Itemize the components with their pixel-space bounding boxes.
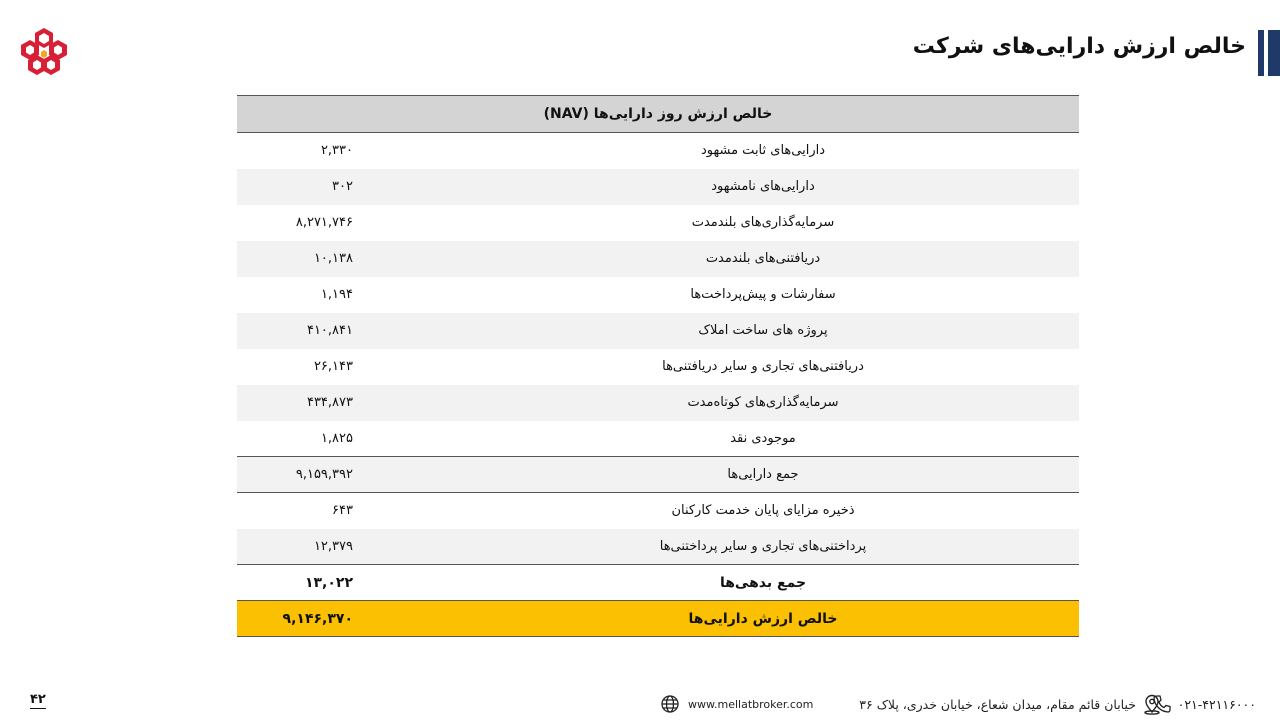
- globe-icon: [660, 694, 680, 714]
- row-label: خالص ارزش دارایی‌ها: [447, 601, 1079, 637]
- table-header-row: [237, 96, 1079, 133]
- total-liabilities-row: [237, 565, 1079, 601]
- company-logo-icon: [20, 26, 68, 76]
- phone-number: ۰۲۱-۴۲۱۱۶۰۰۰: [1177, 696, 1256, 712]
- footer-address: [859, 692, 1162, 716]
- table-row: [237, 349, 1079, 385]
- footer-website: [660, 692, 813, 716]
- row-value: ۱۰,۱۳۸: [237, 241, 447, 277]
- row-value: ۲,۳۳۰: [320, 143, 353, 159]
- table-row: [237, 205, 1079, 241]
- row-label: دریافتنی‌های بلندمدت: [447, 241, 1079, 277]
- table-row: [237, 385, 1079, 421]
- table-row: [237, 241, 1079, 277]
- title-accent-bars: [1254, 30, 1280, 76]
- table-heading: خالص ارزش روز دارایی‌ها (NAV): [237, 96, 1079, 133]
- row-label: سرمایه‌گذاری‌های کوتاه‌مدت: [447, 385, 1079, 421]
- page-title: خالص ارزش دارایی‌های شرکت: [912, 34, 1246, 59]
- row-value: ۴۱۰,۸۴۱: [237, 313, 447, 349]
- row-value: ۱۲,۳۷۹: [237, 529, 447, 565]
- table-row: [237, 169, 1079, 205]
- row-label: دریافتنی‌های تجاری و سایر دریافتنی‌ها: [662, 359, 864, 374]
- row-value: ۲۶,۱۴۳: [313, 359, 353, 374]
- row-label: دارایی‌های نامشهود: [447, 169, 1079, 205]
- phone-icon: [1152, 694, 1172, 714]
- website-link[interactable]: www.mellatbroker.com: [688, 697, 814, 711]
- address-text: خیابان قائم مقام، میدان شعاع، خیابان خدری، پلاک ۳۶: [859, 696, 1136, 712]
- nav-table: [237, 95, 1079, 637]
- row-value: ۴۳۴,۸۷۳: [237, 385, 447, 421]
- table-row: [237, 493, 1079, 529]
- row-value: ۶۴۳: [237, 493, 447, 529]
- row-value: ۱۳,۰۲۲: [237, 565, 447, 601]
- row-label: سرمایه‌گذاری‌های بلندمدت: [691, 215, 835, 230]
- total-assets-row: [237, 457, 1079, 493]
- row-value: ۱,۱۹۴: [320, 287, 353, 302]
- row-label: جمع دارایی‌ها: [447, 457, 1079, 493]
- table-row: [237, 529, 1079, 565]
- table-row: [237, 277, 1079, 313]
- net-asset-value-row: [237, 601, 1079, 637]
- row-label: جمع بدهی‌ها: [447, 565, 1079, 601]
- row-label: ذخیره مزایای پایان خدمت کارکنان: [447, 493, 1079, 529]
- row-label: موجودی نقد: [730, 430, 796, 446]
- row-value: ۱,۸۲۵: [320, 430, 353, 446]
- row-value: ۹,۱۴۶,۳۷۰: [237, 601, 447, 637]
- row-label: دارایی‌های ثابت مشهود: [700, 143, 826, 159]
- row-value: ۸,۲۷۱,۷۴۶: [295, 215, 353, 230]
- table-row: [237, 421, 1079, 457]
- footer-phone: [1152, 692, 1256, 716]
- table-row: [237, 313, 1079, 349]
- page-number: ۴۲: [30, 692, 46, 707]
- table-row: [237, 133, 1079, 169]
- row-label: پرداختنی‌های تجاری و سایر پرداختنی‌ها: [447, 529, 1079, 565]
- row-value: ۹,۱۵۹,۳۹۲: [237, 457, 447, 493]
- row-label: پروژه های ساخت املاک: [447, 313, 1079, 349]
- row-value: ۳۰۲: [237, 169, 447, 205]
- row-label: سفارشات و پیش‌پرداخت‌ها: [690, 287, 836, 302]
